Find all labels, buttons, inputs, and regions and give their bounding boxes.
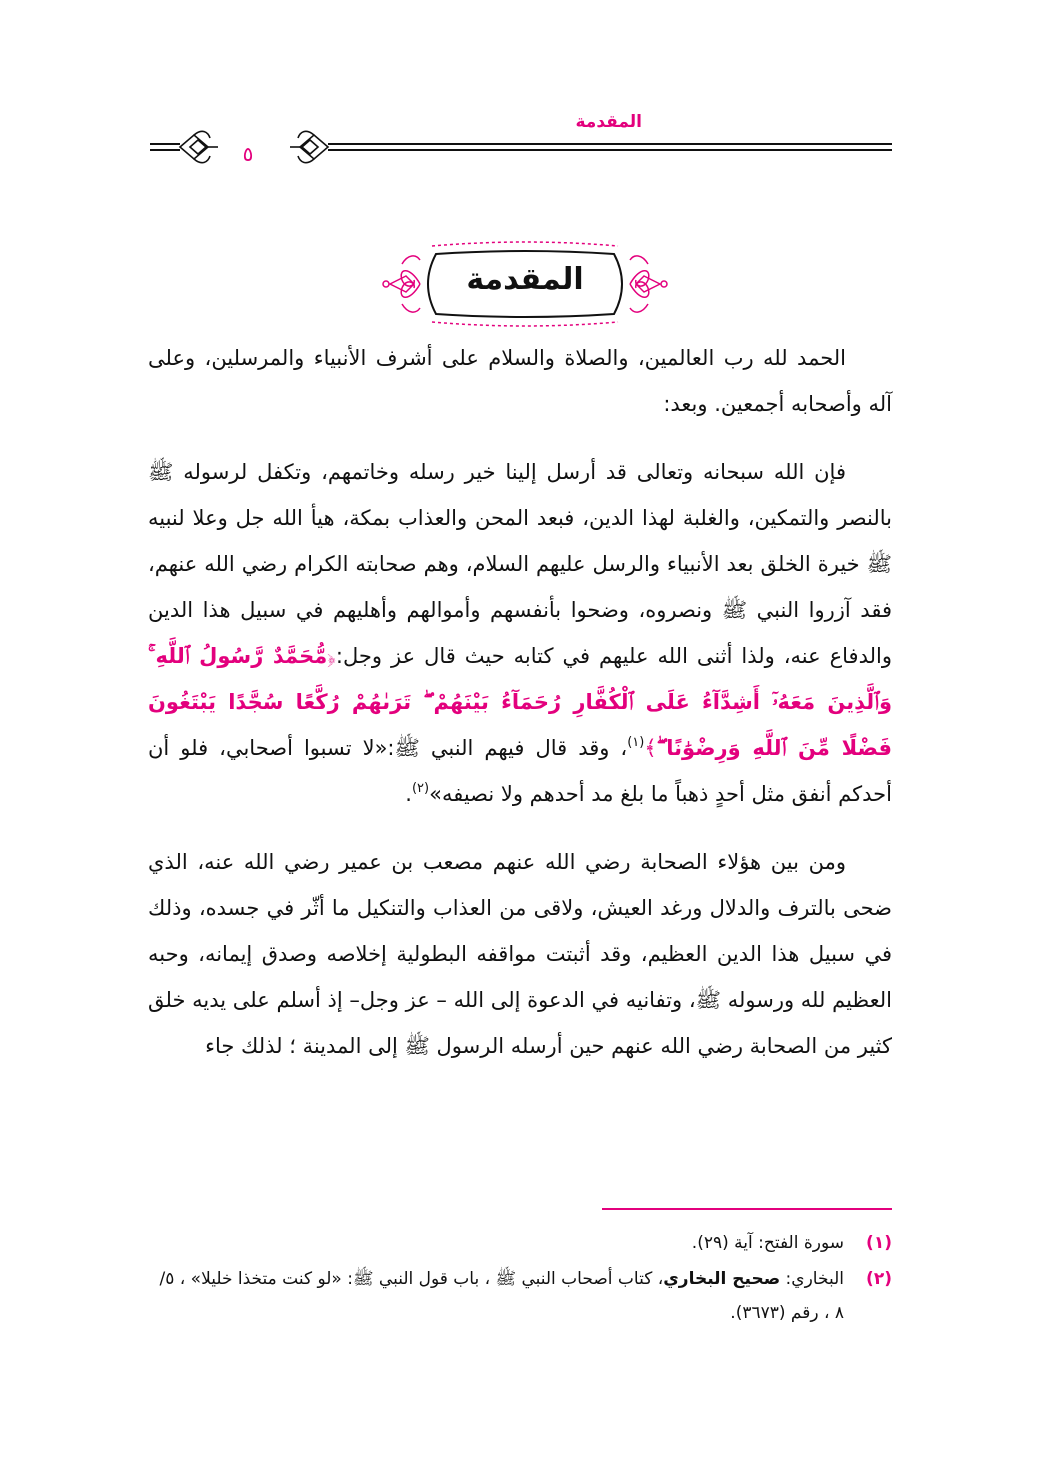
- footnote-2-details: ، كتاب أصحاب النبي ﷺ ، باب قول النبي ﷺ: «لو كنت متخذا خليلا» ، ٥/ ٨ ، رقم (٣٦٧٣).: [159, 1269, 844, 1323]
- footnote-1-number: (١): [866, 1233, 892, 1253]
- paragraph-2-end: .: [405, 782, 412, 806]
- footnote-1: [148, 1226, 892, 1260]
- quran-verse: مُّحَمَّدٌ رَّسُولُ ٱللَّهِ ۚ وَٱلَّذِينَ مَعَهُۥٓ أَشِدَّآءُ عَلَى ٱلْكُفَّارِ رُحَمَآءُ بَيْنَهُمْ ۖ تَرَىٰهُمْ رُكَّعًا سُجَّدًا يَبْتَغُونَ فَضْلًا مِّنَ ٱللَّهِ وَرِضْوَٰنًا ۖ: [148, 644, 892, 760]
- quran-open-bracket: ﴿: [327, 644, 336, 668]
- hadith-text: ، وقد قال فيهم النبي ﷺ:«لا تسبوا أصحابي، فلو أن أحدكم أنفق مثل أحدٍ ذهباً ما بلغ مد أحدهم ولا نصيفه»: [148, 736, 892, 806]
- footnotes: [148, 1226, 892, 1332]
- body-text: [148, 335, 892, 1069]
- footnote-2-book-title: صحيح البخاري: [663, 1269, 781, 1289]
- footnote-2-source: البخاري:: [780, 1269, 844, 1289]
- paragraph-2-text: فإن الله سبحانه وتعالى قد أرسل إلينا خير رسله وخاتمهم، وتكفل لرسوله ﷺ بالنصر والتمكين، والغلبة لهذا الدين، فبعد المحن والعذاب بمكة، هيأ الله جل وعلا لنبيه ﷺ خيرة الخلق بعد الأنبياء والرسل عليهم السلام، وهم صحابته الكرام رضي الله عنهم، فقد آزروا النبي ﷺ ونصروه، وضحوا بأنفسهم وأموالهم وأهليهم في سبيل هذا الدين والدفاع عنه، ولذا أثنى الله عليهم في كتابه حيث قال عز وجل:: [148, 460, 892, 668]
- paragraph-2: [148, 449, 892, 817]
- header-title: المقدمة: [575, 112, 642, 132]
- paragraph-3: ومن بين هؤلاء الصحابة رضي الله عنهم مصعب بن عمير رضي الله عنه، الذي ضحى بالترف والدلال ورغد العيش، ولاقى من العذاب والتنكيل ما أثّر في جسده، وذلك في سبيل هذا الدين العظيم، وقد أثبتت مواقفه البطولية إخلاصه وصدق إيمانه، وحبه العظيم لله ورسوله ﷺ، وتفانيه في الدعوة إلى الله – عز وجل– إذ أسلم على يديه خلق كثير من الصحابة رضي الله عنهم حين أرسله الرسول ﷺ إلى المدينة ؛ لذلك جاء: [148, 850, 892, 1058]
- footnote-ref-1[interactable]: (١): [627, 735, 645, 750]
- footnote-ref-2[interactable]: (٢): [411, 781, 430, 796]
- footnote-2: [148, 1262, 892, 1330]
- chapter-title: المقدمة: [466, 262, 584, 297]
- page-number: ٥: [242, 142, 254, 166]
- running-header: [150, 108, 892, 188]
- quran-close-bracket: ﴾: [644, 736, 657, 760]
- footnote-2-number: (٢): [866, 1269, 892, 1289]
- paragraph-1: الحمد لله رب العالمين، والصلاة والسلام على أشرف الأنبياء والمرسلين، وعلى آله وأصحابه أجمعين. وبعد:: [148, 346, 892, 416]
- footnote-1-text: سورة الفتح: آية (٢٩).: [691, 1233, 844, 1253]
- footnote-separator: [602, 1208, 892, 1210]
